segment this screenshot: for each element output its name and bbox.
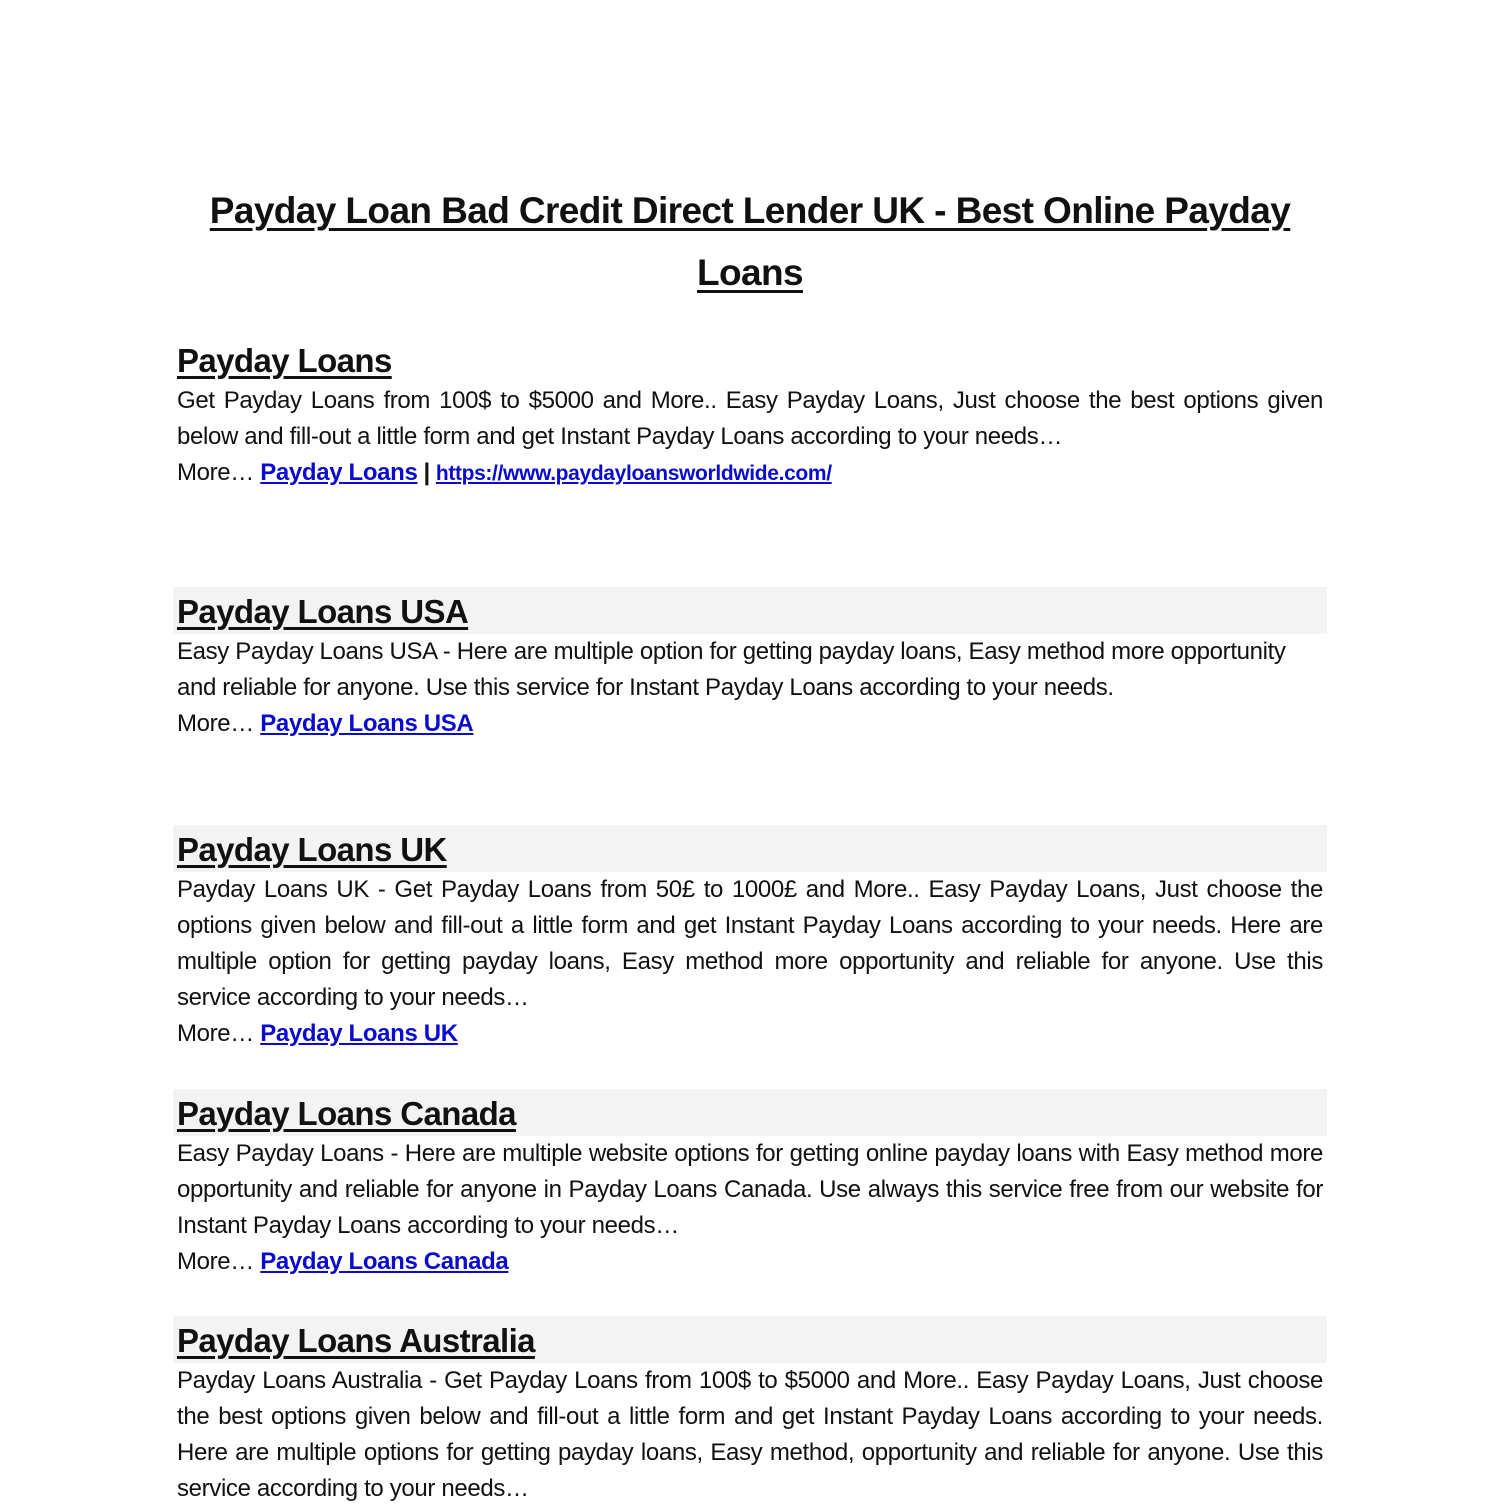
- heading-text: Payday Loans: [177, 342, 392, 379]
- more-label: More…: [177, 710, 254, 737]
- more-label: More…: [177, 1020, 254, 1047]
- more-line: [173, 1244, 1327, 1280]
- section-heading: [173, 587, 1327, 634]
- section-heading: [173, 336, 1327, 383]
- heading-text: Payday Loans Canada: [177, 1095, 516, 1132]
- more-label: More…: [177, 1248, 254, 1275]
- section-payday-loans-usa: [173, 587, 1327, 742]
- more-line: [173, 706, 1327, 742]
- section-payday-loans-canada: [173, 1089, 1327, 1280]
- title-line-2: Loans: [697, 252, 803, 293]
- title-line-1: Payday Loan Bad Credit Direct Lender UK - Best Online Payday: [209, 190, 1291, 231]
- heading-text: Payday Loans UK: [177, 831, 447, 868]
- section-payday-loans-australia: [173, 1316, 1327, 1507]
- heading-text: Payday Loans Australia: [177, 1322, 535, 1359]
- more-line: [173, 1016, 1327, 1052]
- section-body: Easy Payday Loans USA - Here are multiple option for getting payday loans, Easy method more opportunity and reliable for anyone. Use this service for Instant Payday Loans according to your needs.: [177, 638, 1286, 701]
- section-body: Easy Payday Loans - Here are multiple website options for getting online payday loans with Easy method more opportunity and reliable for anyone in Payday Loans Canada. Use always this service free from our website for Instant Payday Loans according to your needs…: [177, 1140, 1323, 1239]
- section-heading: [173, 1316, 1327, 1363]
- section-payday-loans-uk: [173, 825, 1327, 1052]
- section-body: Get Payday Loans from 100$ to $5000 and More.. Easy Payday Loans, Just choose the best options given below and fill-out a little form and get Instant Payday Loans according to your needs…: [177, 387, 1323, 450]
- section-body: Payday Loans Australia - Get Payday Loans from 100$ to $5000 and More.. Easy Payday Loans, Just choose the best options given below and fill-out a little form and get Instant Payday Loans according to your needs. Here are multiple options for getting payday loans, Easy method, opportunity and reliable for anyone. Use this service according to your needs…: [177, 1367, 1323, 1502]
- document-title: [150, 180, 1350, 304]
- more-line: [173, 455, 1327, 492]
- heading-text: Payday Loans USA: [177, 593, 469, 630]
- section-body: Payday Loans UK - Get Payday Loans from 50£ to 1000£ and More.. Easy Payday Loans, Just choose the options given below and fill-out a little form and get Instant Payday Loans according to your needs. Here are multiple option for getting payday loans, Easy method more opportunity and reliable for anyone. Use this service according to your needs…: [177, 876, 1323, 1011]
- separator: |: [423, 459, 430, 486]
- payday-loans-uk-link[interactable]: Payday Loans UK: [260, 1020, 458, 1047]
- section-heading: [173, 1089, 1327, 1136]
- website-url-link[interactable]: https://www.paydayloansworldwide.com/: [435, 462, 832, 485]
- payday-loans-canada-link[interactable]: Payday Loans Canada: [260, 1248, 509, 1275]
- more-label: More…: [177, 459, 254, 486]
- section-payday-loans: [173, 336, 1327, 492]
- section-heading: [173, 825, 1327, 872]
- payday-loans-link[interactable]: Payday Loans: [260, 459, 418, 486]
- payday-loans-usa-link[interactable]: Payday Loans USA: [260, 710, 474, 737]
